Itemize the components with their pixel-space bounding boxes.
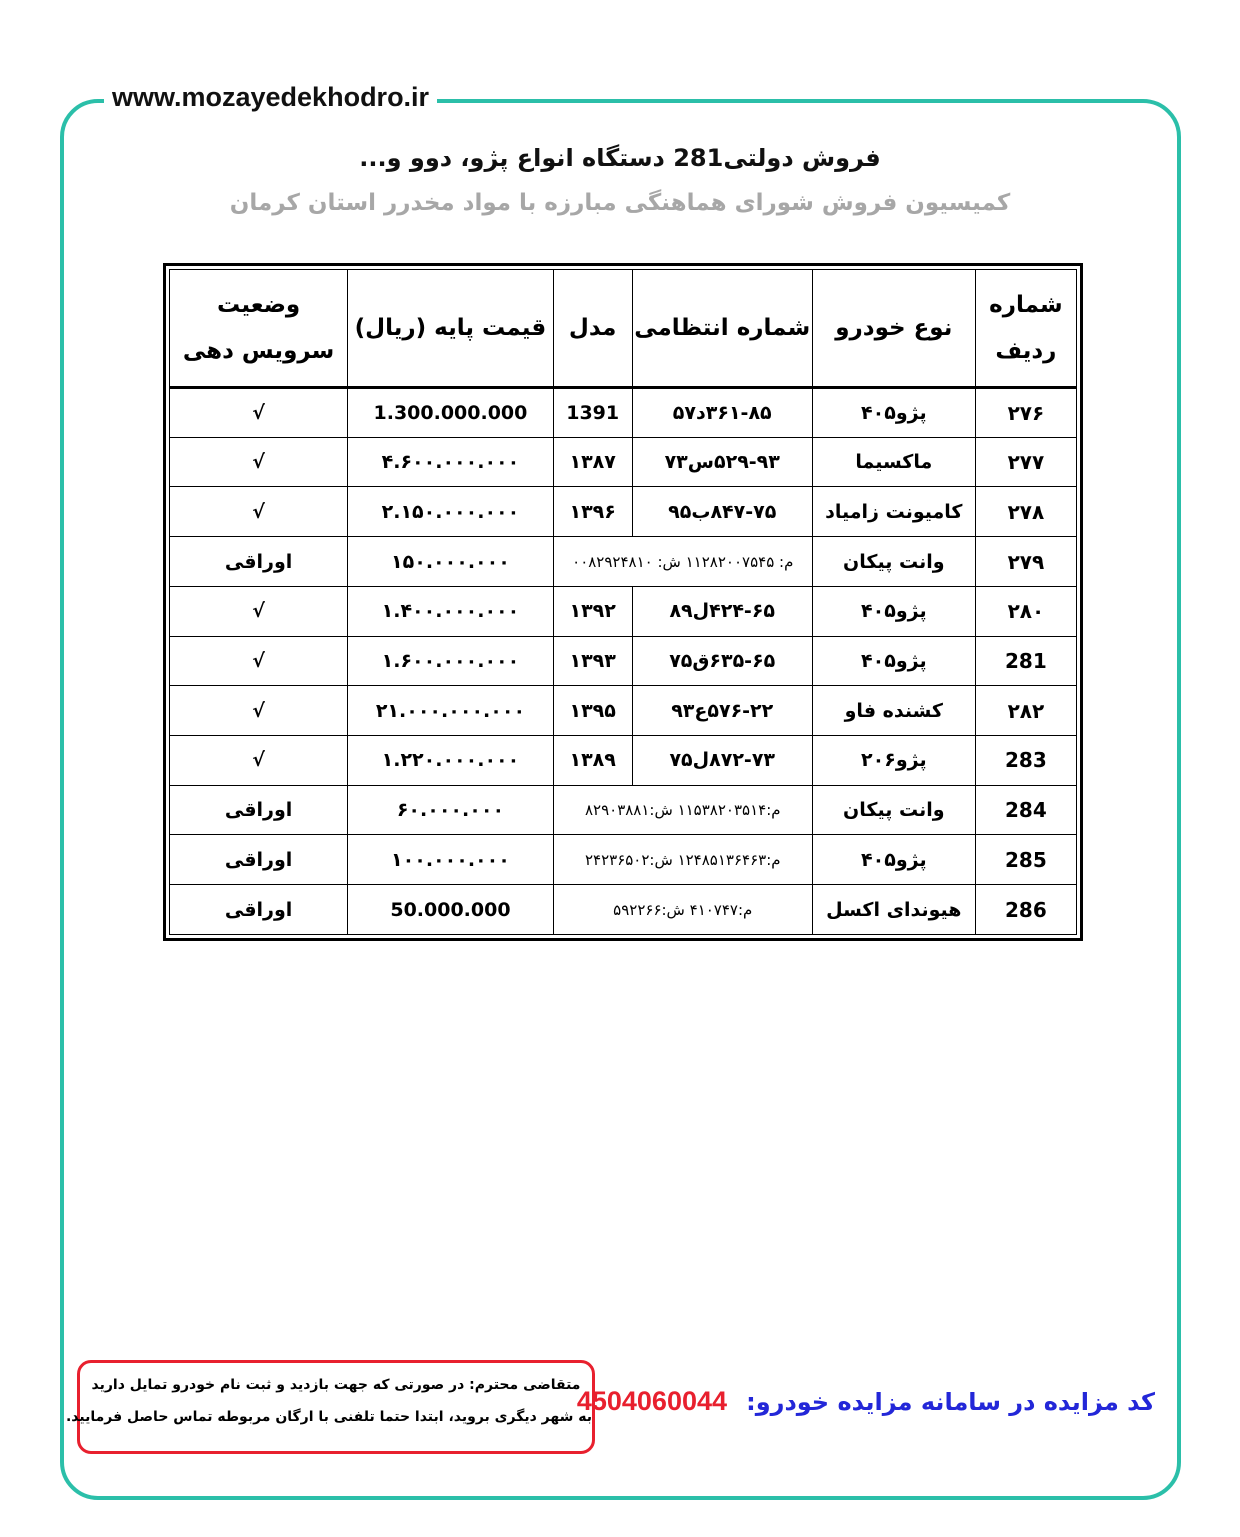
cell-model: ۱۳۸۹ [553, 736, 632, 786]
cell-service: √ [170, 586, 348, 636]
cell-plate-full: م:۴۱۰۷۴۷ ش:۵۹۲۲۶۶ [553, 885, 812, 935]
page-title: فروش دولتی281 دستگاه انواع پژو، دوو و... [359, 144, 881, 172]
cell-plate: ۵۲۹-۹۳س۷۳ [632, 437, 812, 487]
cell-row-no: ۲۸۰ [975, 586, 1076, 636]
cell-service: √ [170, 686, 348, 736]
cell-plate: ۳۶۱-۸۵د۵۷ [632, 388, 812, 438]
cell-vehicle: پژو۴۰۵ [812, 586, 975, 636]
cell-row-no: 283 [975, 736, 1076, 786]
cell-price: ۱.۲۲۰.۰۰۰.۰۰۰ [348, 736, 553, 786]
notice-line-2: به شهر دیگری بروید، ابتدا حتما تلفنی با ارگان مربوطه تماس حاصل فرمایید. [65, 1409, 592, 1425]
cell-price: ۲.۱۵۰.۰۰۰.۰۰۰ [348, 487, 553, 537]
cell-vehicle: کشنده فاو [812, 686, 975, 736]
cell-price: 50.000.000 [348, 885, 553, 935]
cell-row-no: 284 [975, 785, 1076, 835]
col-header-model: مدل [553, 270, 632, 388]
cell-vehicle: پژو۴۰۵ [812, 636, 975, 686]
auction-code-value: 4504060044 [576, 1386, 728, 1416]
table-row [170, 835, 1077, 885]
cell-service: √ [170, 487, 348, 537]
cell-service: اوراقی [170, 785, 348, 835]
cell-plate: ۵۷۶-۲۲ع۹۳ [632, 686, 812, 736]
auction-code-label: کد مزایده در سامانه مزایده خودرو: [746, 1388, 1155, 1416]
cell-row-no: ۲۷۹ [975, 537, 1076, 587]
cell-plate-full: م:۱۱۵۳۸۲۰۳۵۱۴ ش:۸۲۹۰۳۸۸۱ [553, 785, 812, 835]
table-row [170, 636, 1077, 686]
cell-model: ۱۳۹۲ [553, 586, 632, 636]
table-body [170, 388, 1077, 935]
vehicle-table [169, 269, 1077, 935]
cell-price: 1.300.000.000 [348, 388, 553, 438]
cell-price: ۴.۶۰۰.۰۰۰.۰۰۰ [348, 437, 553, 487]
table-row [170, 686, 1077, 736]
cell-price: ۱۵۰.۰۰۰.۰۰۰ [348, 537, 553, 587]
cell-vehicle: ماکسیما [812, 437, 975, 487]
cell-price: ۶۰.۰۰۰.۰۰۰ [348, 785, 553, 835]
site-url[interactable]: www.mozayedekhodro.ir [104, 80, 437, 114]
cell-model: 1391 [553, 388, 632, 438]
cell-row-no: 286 [975, 885, 1076, 935]
cell-vehicle: پژو۴۰۵ [812, 835, 975, 885]
table-row [170, 736, 1077, 786]
table-row [170, 537, 1077, 587]
cell-row-no: 285 [975, 835, 1076, 885]
table-row [170, 487, 1077, 537]
cell-service: اوراقی [170, 537, 348, 587]
page-subtitle: کمیسیون فروش شورای هماهنگی مبارزه با مواد مخدرر استان کرمان [229, 190, 1011, 216]
cell-row-no: ۲۷۶ [975, 388, 1076, 438]
cell-vehicle: وانت پیکان [812, 785, 975, 835]
cell-plate: ۸۷۲-۷۳ل۷۵ [632, 736, 812, 786]
table-header-row [170, 270, 1077, 388]
cell-row-no: ۲۷۸ [975, 487, 1076, 537]
col-header-vehicle: نوع خودرو [812, 270, 975, 388]
cell-service: اوراقی [170, 835, 348, 885]
notice-line-1: متقاضی محترم: در صورتی که جهت بازدید و ثبت نام خودرو تمایل دارید [91, 1377, 581, 1393]
table-row [170, 785, 1077, 835]
cell-price: ۲۱.۰۰۰.۰۰۰.۰۰۰ [348, 686, 553, 736]
cell-vehicle: وانت پیکان [812, 537, 975, 587]
cell-row-no: ۲۸۲ [975, 686, 1076, 736]
cell-vehicle: پژو۲۰۶ [812, 736, 975, 786]
cell-row-no: 281 [975, 636, 1076, 686]
col-header-service: وضعیت سرویس دهی [170, 270, 348, 388]
cell-service: √ [170, 437, 348, 487]
notice-box [65, 1360, 595, 1454]
cell-model: ۱۳۹۳ [553, 636, 632, 686]
cell-vehicle: هیوندای اکسل [812, 885, 975, 935]
cell-plate: ۸۴۷-۷۵ب۹۵ [632, 487, 812, 537]
col-header-plate: شماره انتظامی [632, 270, 812, 388]
cell-service: اوراقی [170, 885, 348, 935]
cell-service: √ [170, 736, 348, 786]
cell-service: √ [170, 388, 348, 438]
cell-model: ۱۳۹۵ [553, 686, 632, 736]
cell-price: ۱.۴۰۰.۰۰۰.۰۰۰ [348, 586, 553, 636]
col-header-price: قیمت پایه (ریال) [348, 270, 553, 388]
cell-price: ۱.۶۰۰.۰۰۰.۰۰۰ [348, 636, 553, 686]
table-row [170, 437, 1077, 487]
cell-price: ۱۰۰.۰۰۰.۰۰۰ [348, 835, 553, 885]
table-row [170, 388, 1077, 438]
cell-model: ۱۳۹۶ [553, 487, 632, 537]
cell-plate: ۴۲۴-۶۵ل۸۹ [632, 586, 812, 636]
vehicle-table-container [163, 263, 1083, 941]
cell-model: ۱۳۸۷ [553, 437, 632, 487]
cell-service: √ [170, 636, 348, 686]
table-row [170, 586, 1077, 636]
cell-vehicle: کامیونت زامیاد [812, 487, 975, 537]
cell-vehicle: پژو۴۰۵ [812, 388, 975, 438]
table-row [170, 885, 1077, 935]
col-header-row-no: شماره ردیف [975, 270, 1076, 388]
auction-code-block [576, 1386, 1155, 1426]
cell-row-no: ۲۷۷ [975, 437, 1076, 487]
cell-plate-full: م: ۱۱۲۸۲۰۰۷۵۴۵ ش: ۰۰۸۲۹۲۴۸۱۰ [553, 537, 812, 587]
cell-plate: ۶۳۵-۶۵ق۷۵ [632, 636, 812, 686]
cell-plate-full: م:۱۲۴۸۵۱۳۶۴۶۳ ش:۲۴۲۳۶۵۰۲ [553, 835, 812, 885]
